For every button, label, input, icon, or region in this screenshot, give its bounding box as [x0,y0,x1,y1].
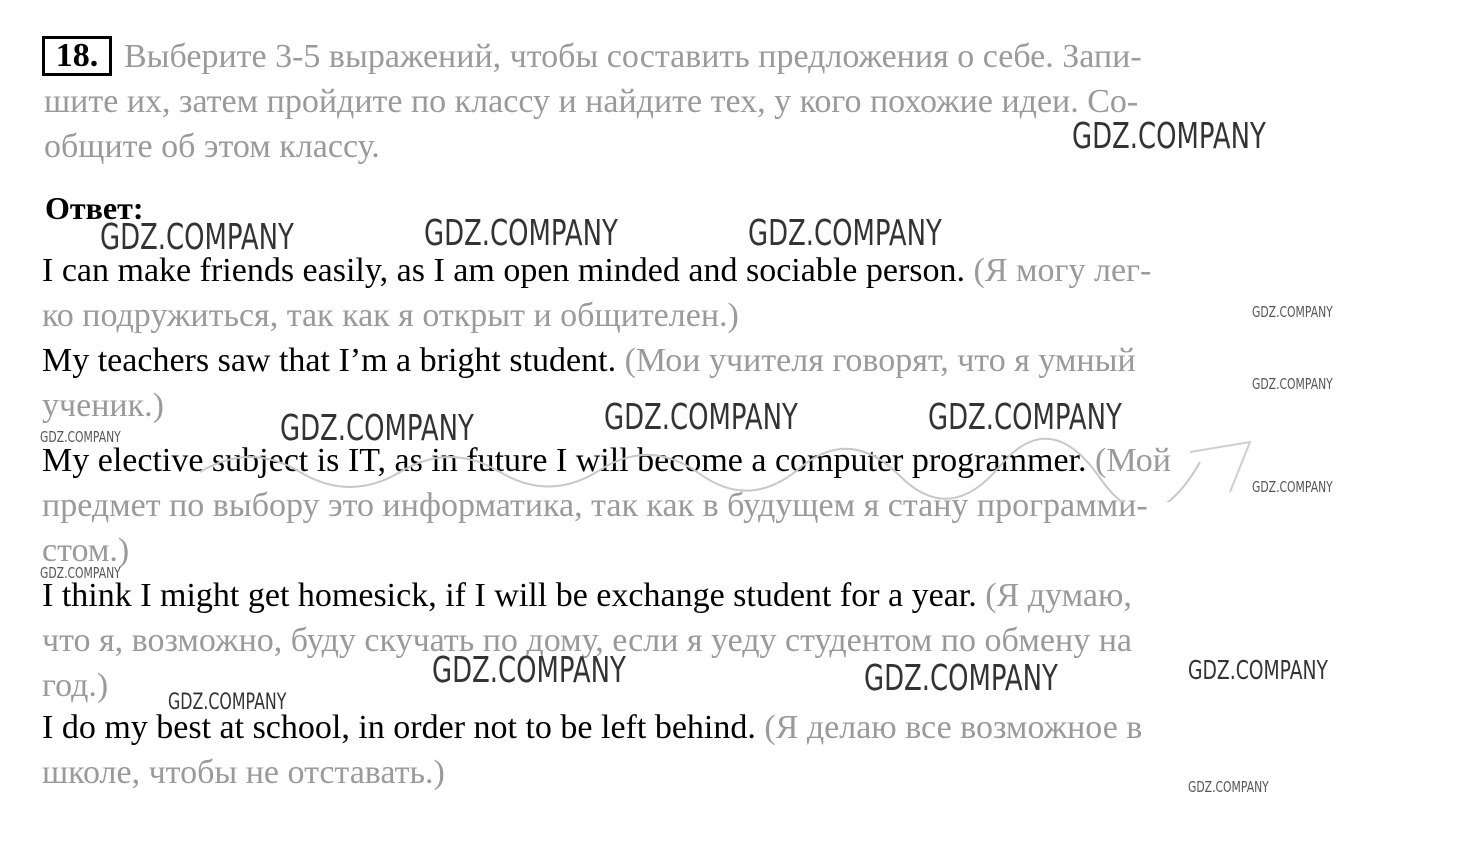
answer-4-russian-b: что я, возможно, буду скучать по дому, если я уеду студентом по обмену на [42,622,1132,659]
answer-3-russian-b: предмет по выбору это информатика, так как в будущем я стану программи- [42,487,1148,524]
answer-3-russian-c: стом.) [42,532,130,569]
watermark: GDZ.COMPANY [168,690,287,715]
answer-1-russian-b: ко подружиться, так как я открыт и общителен.) [42,297,739,334]
watermark: GDZ.COMPANY [748,213,942,254]
watermark: GDZ.COMPANY [40,564,121,582]
answer-3-russian-a: (Мой [1095,442,1171,479]
answer-4-russian-a: (Я думаю, [985,577,1132,614]
watermark: GDZ.COMPANY [1188,656,1328,686]
answer-2-russian-b: ученик.) [42,387,164,424]
watermark: GDZ.COMPANY [928,397,1122,438]
watermark: GDZ.COMPANY [1072,116,1266,157]
answer-2-russian-a: (Мои учителя говорят, что я умный [624,342,1136,379]
answer-1-english: I can make friends easily, as I am open minded and sociable person. [42,252,966,289]
watermark: GDZ.COMPANY [1252,303,1333,321]
task-line-2: шите их, затем пройдите по классу и найдите тех, у кого похожие идеи. Со- [44,83,1139,120]
answer-5-english: I do my best at school, in order not to be left behind. [42,709,756,746]
answer-item-1 [42,248,1151,338]
answer-item-5 [42,705,1142,795]
watermark: GDZ.COMPANY [1188,778,1269,796]
watermark: GDZ.COMPANY [604,397,798,438]
task-line-3: общите об этом классу. [44,128,380,165]
watermark: GDZ.COMPANY [432,650,626,691]
watermark: GDZ.COMPANY [1252,478,1333,496]
answer-3-english: My elective subject is IT, as in future I will become a computer programmer. [42,442,1087,479]
watermark: GDZ.COMPANY [100,217,294,258]
task-line-1: Выберите 3-5 выражений, чтобы составить предложения о себе. Запи- [124,38,1142,75]
watermark: GDZ.COMPANY [864,658,1058,699]
answer-2-english: My teachers saw that I’m a bright student. [42,342,617,379]
task-number-box: 18. [42,36,112,76]
answer-5-russian-b: школе, чтобы не отставать.) [42,754,445,791]
watermark: GDZ.COMPANY [1252,375,1333,393]
answer-4-russian-c: год.) [42,667,109,704]
watermark: GDZ.COMPANY [280,408,474,449]
watermark: GDZ.COMPANY [40,428,121,446]
answer-4-english: I think I might get homesick, if I will be exchange student for a year. [42,577,977,614]
answer-1-russian-a: (Я могу лег- [973,252,1152,289]
answer-5-russian-a: (Я делаю все возможное в [764,709,1143,746]
answer-label: Ответ: [45,190,144,226]
answer-item-3 [42,438,1171,573]
watermark: GDZ.COMPANY [424,213,618,254]
